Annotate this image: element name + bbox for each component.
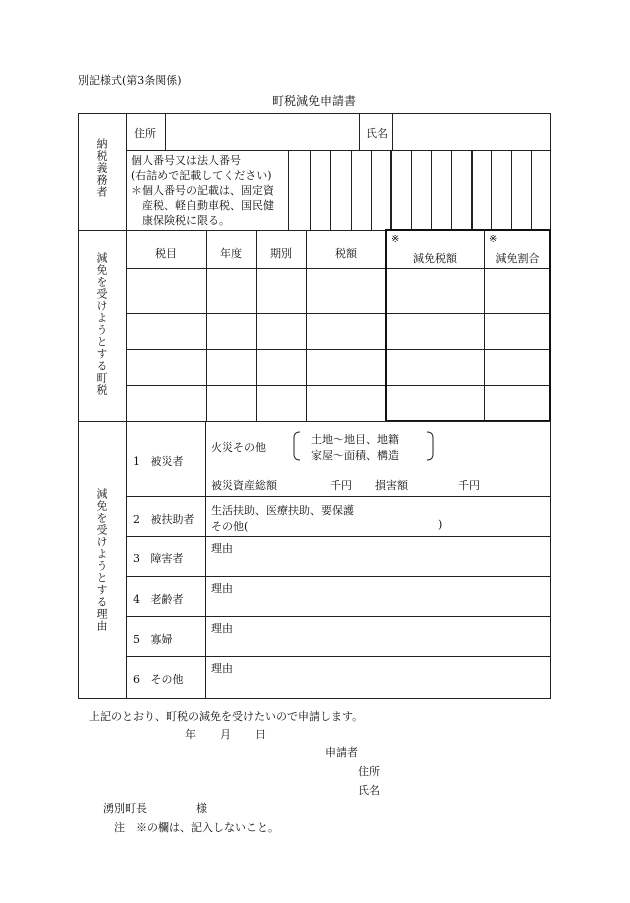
office-use-box	[385, 229, 551, 422]
reason-5-widow[interactable]: 5 寡婦	[133, 633, 173, 646]
reason-4-elderly[interactable]: 4 老齢者	[133, 593, 184, 606]
form-title: 町税減免申請書	[272, 94, 357, 108]
damage-label: 損害額	[375, 479, 408, 492]
reason-6-other[interactable]: 6 その他	[133, 673, 184, 686]
reason-label: 理由	[211, 662, 233, 675]
damage-unit: 千円	[458, 479, 480, 492]
right-bracket	[425, 431, 435, 461]
applicant-address-label: 住所	[358, 765, 380, 778]
reason-3-disabled[interactable]: 3 障害者	[133, 552, 184, 565]
date-day[interactable]: 日	[255, 728, 266, 741]
reason-label: 理由	[211, 542, 233, 555]
assets-total-unit: 千円	[330, 479, 352, 492]
house-detail: 家屋～面積、構造	[311, 449, 399, 462]
reason-1-disaster[interactable]: 1 被災者	[133, 455, 184, 468]
form-reference: 別記様式(第3条関係)	[78, 74, 182, 87]
reason-label: 理由	[211, 622, 233, 635]
assets-total-label: 被災資産総額	[211, 479, 277, 492]
reason-label: 理由	[211, 582, 233, 595]
address-label: 住所	[134, 127, 156, 140]
date-year[interactable]: 年	[185, 728, 196, 741]
aid-other-open: その他(	[211, 520, 249, 533]
aid-other-field[interactable]	[258, 518, 436, 532]
aid-other-close: )	[438, 518, 443, 531]
applicant-name-label: 氏名	[358, 784, 380, 797]
col-year: 年度	[220, 247, 242, 260]
mayor-addressee: 湧別町長	[103, 802, 147, 815]
taxes-section-label: 減免を受けようとする町税	[95, 252, 108, 396]
id-number-label: 個人番号又は法人番号 (右詰めで記載してください) ＊個人番号の記載は、固定資 産税、軽自動車税、国民健 康保険税に限る。	[131, 154, 274, 227]
disaster-type: 火災その他	[211, 441, 266, 454]
aid-types: 生活扶助、医療扶助、要保護	[211, 504, 354, 517]
left-bracket	[292, 431, 302, 461]
honorific: 様	[196, 802, 207, 815]
col-reduced-amount: 減免税額	[413, 252, 457, 265]
reason-2-aid[interactable]: 2 被扶助者	[133, 513, 195, 526]
name-label: 氏名	[366, 127, 388, 140]
taxpayer-section-label: 納税義務者	[95, 138, 108, 198]
footnote: 注 ※の欄は、記入しないこと。	[114, 821, 279, 834]
id-number-boxes[interactable]	[288, 150, 551, 230]
col-tax-amount: 税額	[335, 247, 357, 260]
office-use-mark: ※	[489, 234, 498, 245]
reasons-section-label: 減免を受けようとする理由	[95, 488, 108, 632]
office-use-mark: ※	[391, 234, 400, 245]
applicant-label: 申請者	[325, 746, 358, 759]
col-period: 期別	[270, 247, 292, 260]
land-detail: 土地～地目、地籍	[311, 433, 399, 446]
col-tax-item: 税目	[155, 247, 177, 260]
application-statement: 上記のとおり、町税の減免を受けたいので申請します。	[89, 710, 364, 723]
date-month[interactable]: 月	[220, 728, 231, 741]
col-reduction-rate: 減免割合	[495, 252, 540, 265]
address-field[interactable]	[167, 115, 357, 148]
name-field[interactable]	[394, 115, 549, 148]
